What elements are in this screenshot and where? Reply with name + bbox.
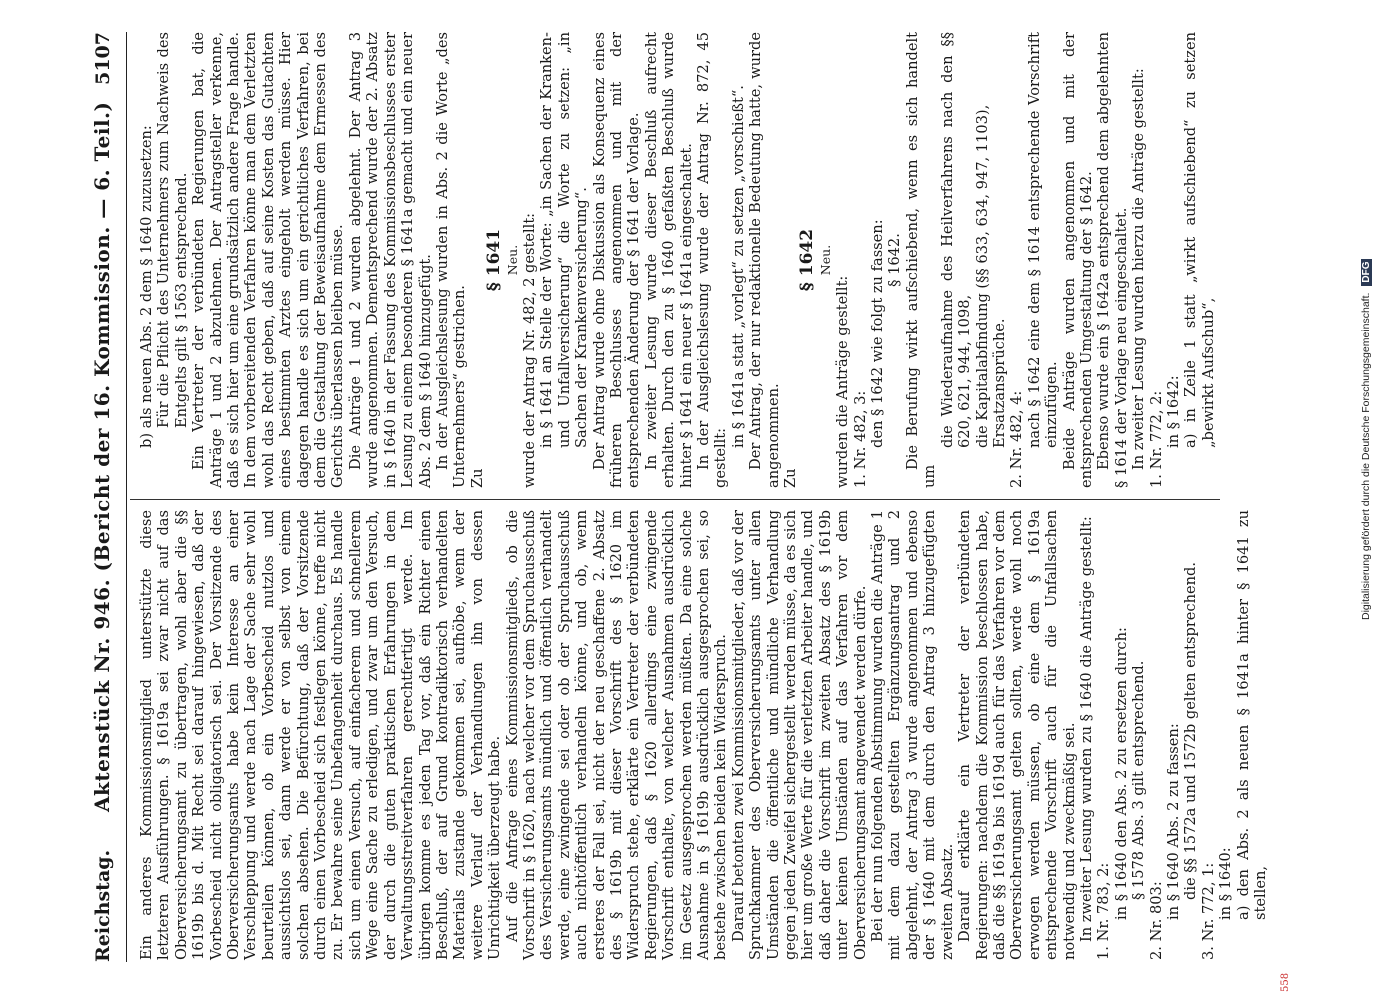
dfg-logo: DFG (1361, 259, 1372, 286)
right-column-paragraph: Neu. (504, 244, 520, 276)
right-column-paragraph: nach § 1642 eine dem § 1614 entsprechende Vorschrift einzufügen. (1025, 32, 1061, 448)
left-column-paragraph: 2. Nr. 803: (1147, 881, 1165, 960)
left-column-paragraph: In zweiter Lesung wurden zu § 1640 die Anträge gestellt: (1077, 516, 1095, 942)
left-column-paragraph: Bei der nun folgenden Abstimmung wurden die Anträge 1 mit dem dazu gestellten Ergänzungsantrag und 2 abgelehnt, der Antrag 3 wurde angenommen und ebenso der § 1640 mit dem durch den Antrag 3 hinzugefügten zweiten Absatz. (869, 510, 956, 960)
left-column-paragraph: Darauf betonten zwei Kommissionsmitglieder, daß vor der Spruchkammer des Oberversicherungsamts unter allen Umständen die öffentliche und mündliche Verhandlung gegen jeden Zweifel sichergestellt werden müsse, da es sich hier um große Werte für die verletzten Arbeiter handle, und daß daher die Vorschrift im zweiten Absatz des § 1619b unter keinen Umständen auf das Verfahren vor dem Oberversicherungsamt angewendet werden dürfe. (729, 510, 869, 960)
page-header (86, 32, 126, 962)
right-column-paragraph: In zweiter Lesung wurden hierzu die Anträge gestellt: (1130, 68, 1148, 470)
right-column-paragraph: In zweiter Lesung wurde dieser Beschluß aufrecht erhalten. Durch den zu § 1640 gefaßten Beschluß wurde hinter § 1641 ein neuer § 1641a eingeschaltet. (642, 32, 695, 488)
right-column-paragraph: In der Ausgleichslesung wurde der Antrag Nr. 872, 45 gestellt: (695, 32, 730, 488)
right-column-paragraph: Ein Vertreter der verbündeten Regierungen bat, die Anträge 1 und 2 abzulehnen. Der Antragsteller verkenne, daß es sich hier um eine grundsätzlich andere Frage handle. In dem vorbereitenden Verfahren könne man dem Verletzten wohl das Recht geben, daß auf seine Kosten das Gutachten eines bestimmten Arztes eingeholt werden müsse. Hier dagegen handle es sich um ein gerichtliches Verfahren, bei dem die Gestaltung der Beweisaufnahme dem Ermessen des Gerichts überlassen bleiben müsse. (190, 32, 347, 488)
right-column-paragraph: Ersatzansprüche. (990, 318, 1008, 448)
column-divider (130, 499, 1220, 500)
header-left: Reichstag. (92, 849, 114, 962)
left-column-paragraph: Ein anderes Kommissionsmitglied unterstützte diese letzteren Ausführungen. § 1619a sei zwar nicht auf das Oberversicherungsamt zu übertragen, wohl aber die §§ 1619b bis d. Mit Recht sei darauf hingewiesen, daß der Vorbescheid nicht obligatorisch sei. Der Vorsitzende des Oberversicherungsamts habe kein Interesse an einer Verschleppung und werde nach Lage der Sache sehr wohl beurteilen können, ob ein Vorbescheid nutzlos und aussichtslos sei, dann werde er von selbst von einem solchen absehen. Die Befürchtung, daß der Vorsitzende durch einen Vorbescheid sich festlegen könne, treffe nicht zu. Er bewahre seine Unbefangenheit durchaus. Es handle sich um einen Versuch, auf einfacherem und schnellerem Wege eine Sache zu erledigen, und zwar um den Versuch, der durch die guten praktischen Erfahrungen in dem Verwaltungsstreitverfahren gerechtfertigt werde. Im übrigen komme es jeden Tag vor, daß ein Richter einen Beschluß, der auf Grund kontradiktorisch verhandelten Materials zustande gekommen sei, aufhöbe, wenn der weitere Verlauf der Verhandlungen ihn von dessen Unrichtigkeit überzeugt habe. (138, 510, 504, 960)
right-column-paragraph: § 1642 (797, 228, 818, 292)
right-column-paragraph: § 1642. (886, 233, 904, 287)
right-column-paragraph: den § 1642 wie folgt zu fassen: (869, 219, 887, 448)
right-column-paragraph: a) in Zeile 1 statt „wirkt aufschiebend“ zu setzen „bewirkt Aufschub“, (1182, 32, 1217, 448)
right-column-paragraph: 1. Nr. 482, 3: (851, 390, 869, 488)
right-column-paragraph: in § 1642: (1164, 375, 1182, 448)
left-column-paragraph: 3. Nr. 772, 1: (1199, 862, 1217, 960)
page-number: 5107 (92, 32, 114, 85)
right-column-paragraph: Der Antrag wurde ohne Diskussion als Konsequenz eines früheren Beschlusses angenommen und mit der entsprechenden Änderung der § 1641 der Vorlage. (590, 32, 643, 488)
right-column-paragraph: b) als neuen Abs. 2 dem § 1640 zuzusetzen: (138, 125, 155, 448)
left-column-paragraph: 1. Nr. 783, 2: (1095, 862, 1113, 960)
right-column-paragraph: die Wiederaufnahme des Heilverfahrens nach den §§ 620, 621, 944, 1098, (938, 32, 974, 448)
left-column-paragraph: § 1578 Abs. 3 gilt entsprechend. (1130, 660, 1148, 900)
left-column-paragraph: in § 1640 Abs. 2 zu fassen: (1164, 723, 1182, 920)
right-column-paragraph: Beide Anträge wurden angenommen und mit der entsprechenden Umgestaltung der § 1642. (1060, 32, 1095, 488)
right-column-paragraph: Neu. (817, 244, 833, 276)
right-column-paragraph: in § 1641a statt „vorlegt“ zu setzen „vorschießt“. (729, 85, 747, 448)
right-column-paragraph: Zu (468, 468, 486, 488)
left-column-paragraph: Auf die Anfrage eines Kommissionsmitglieds, ob die Vorschrift in § 1620, nach welcher vor dem Spruchausschuß des Versicherungsamts mündlich und öffentlich verhandelt werde, eine zwingende sei oder ob der Spruchausschuß auch nichtöffentlich verhandeln könne, und ob, wenn ersteres der Fall sei, nicht der neu geschaffene 2. Absatz des § 1619b mit dieser Vorschrift des § 1620 im Widerspruch stehe, erklärte ein Vertreter der verbündeten Regierungen, daß § 1620 allerdings eine zwingende Vorschrift enthalte, von welcher Ausnahmen ausdrücklich im Gesetz ausgesprochen werden müßten. Da eine solche Ausnahme in § 1619b ausdrücklich ausgesprochen sei, so bestehe zwischen beiden kein Widerspruch. (503, 510, 730, 960)
right-column-paragraph: wurde der Antrag Nr. 482, 2 gestellt: (520, 212, 538, 488)
left-column-paragraph: die §§ 1572a und 1572b gelten entsprechend. (1182, 561, 1200, 900)
header-rule (126, 32, 127, 962)
right-column-paragraph: In der Ausgleichslesung wurden in Abs. 2 die Worte „des Unternehmers“ gestrichen. (433, 32, 469, 488)
left-column (138, 510, 1269, 960)
right-column-paragraph: Ebenso wurde ein § 1642a entsprechend dem abgelehnten § 1614 der Vorlage neu eingeschaltet. (1095, 32, 1130, 488)
header-title: Aktenstück Nr. 946. (Bericht der 16. Kommission. — 6. Teil.) (90, 101, 114, 812)
margin-mark: 558 (1280, 972, 1291, 992)
digitization-credit (1360, 259, 1372, 620)
left-column-paragraph: in § 1640: (1217, 847, 1235, 920)
right-column-paragraph: wurden die Anträge gestellt: (834, 275, 852, 488)
credit-text: Digitalisierung gefördert durch die Deutsche Forschungsgemeinschaft. (1360, 292, 1372, 620)
right-column-paragraph: in § 1641 an Stelle der Worte: „in Sachen der Kranken- und Unfallversicherung“ die Worte zu setzen: „in Sachen der Krankenversicherung“. (538, 32, 591, 448)
left-column-paragraph: in § 1640 den Abs. 2 zu ersetzen durch: (1112, 627, 1130, 920)
right-column-paragraph: Die Anträge 1 und 2 wurden abgelehnt. Der Antrag 3 wurde angenommen. Dementsprechend wurde der 2. Absatz in § 1640 in der Fassung des Kommissionsbeschlusses erster Lesung zu einem besonderen § 1641a gemacht und ein neuer Abs. 2 dem § 1640 hinzugefügt. (346, 32, 434, 488)
right-column-paragraph: § 1641 (484, 228, 505, 292)
right-column-paragraph: Die Berufung wirkt aufschiebend, wenn es sich handelt um (903, 32, 939, 488)
right-column-paragraph: Der Antrag, der nur redaktionelle Bedeutung hatte, wurde angenommen. (747, 32, 782, 488)
right-column (138, 32, 1258, 488)
left-column-paragraph: Darauf erklärte ein Vertreter der verbündeten Regierungen: nachdem die Kommission beschlossen habe, daß die §§ 1619a bis 1619d auch für das Verfahren vor dem Oberversicherungsamt gelten sollten, werde wohl noch erwogen werden müssen, ob eine dem § 1619a entsprechende Vorschrift auch für die Unfallsachen notwendig und zweckmäßig sei. (956, 510, 1078, 960)
left-column-paragraph: a) den Abs. 2 als neuen § 1641a hinter § 1641 zu stellen, (1234, 510, 1269, 920)
right-column-paragraph: Für die Pflicht des Unternehmers zum Nachweis des Entgelts gilt § 1563 entsprechend. (155, 32, 190, 428)
right-column-paragraph: die Kapitalabfindung (§§ 633, 634, 947, 1103), (973, 104, 991, 448)
right-column-paragraph: 2. Nr. 482, 4: (1008, 390, 1026, 488)
right-column-paragraph: Zu (782, 468, 800, 488)
right-column-paragraph: 1. Nr. 772, 2: (1147, 390, 1165, 488)
